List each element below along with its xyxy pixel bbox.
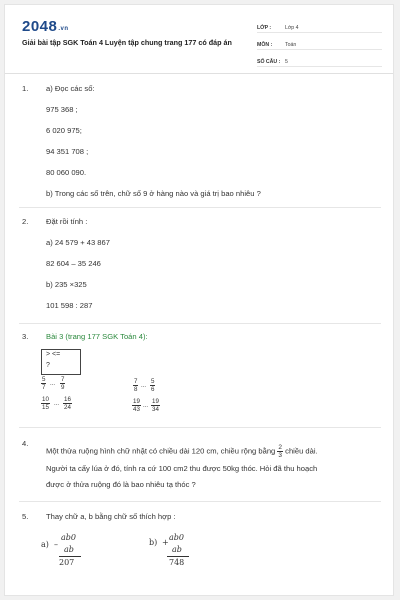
meta-info [257,21,382,72]
question-number: 4. [22,439,29,448]
numerator: 16 [64,396,71,403]
meta-row-count [257,55,382,67]
denominator: 24 [64,404,71,411]
divider [19,207,381,208]
numerator: 7 [134,378,138,385]
q2-line: a) 24 579 + 43 867 [46,238,110,247]
q4-line-3: được ở thửa ruộng đó là bao nhiêu tạ thóc ? [46,480,196,489]
q2-line: 101 598 : 287 [46,301,93,310]
fraction [133,378,138,393]
meta-key: MÔN : [257,42,273,48]
meta-key: LỚP : [257,25,272,31]
question-mark: ? [46,362,50,369]
q1-number: 80 060 090. [46,168,87,177]
denominator: 9 [61,384,65,391]
q4-line-1 [46,444,318,459]
fraction [60,376,65,391]
two-thirds-fraction [277,444,283,459]
document-page [4,4,394,596]
meta-value: Lớp 4 [285,25,299,31]
comparison-signs: > <= [46,351,61,358]
numerator: 2 [278,444,283,451]
q1-number: 94 351 708 ; [46,147,89,156]
q1-part-b: b) Trong các số trên, chữ số 9 ở hàng nào và giá trị bao nhiêu ? [46,189,261,198]
fraction [41,396,50,411]
fraction [151,398,160,413]
plus-sign: + [162,538,169,547]
q2-line: 82 604 – 35 246 [46,259,101,268]
top-operand: ab0 [61,533,76,542]
result: 207 [59,558,75,567]
fraction [132,398,141,413]
fraction [41,376,46,391]
blank-dots: ... [50,381,56,387]
fraction [63,396,72,411]
denominator: 43 [133,406,140,413]
numerator: 7 [61,376,65,383]
blank-dots: ... [54,401,60,407]
bottom-operand: ab [172,545,182,554]
q2-title: Đặt rồi tính : [46,217,88,226]
part-label: a) [41,540,49,549]
denominator: 15 [42,404,49,411]
denominator: 3 [278,452,283,459]
meta-value: 5 [285,59,288,65]
numerator: 19 [152,398,159,405]
meta-row-grade [257,21,382,33]
question-number: 1. [22,84,29,93]
numerator: 19 [133,398,140,405]
numerator: 5 [151,378,155,385]
q3-title: Bài 3 (trang 177 SGK Toán 4): [46,332,148,341]
question-number: 2. [22,217,29,226]
fraction [150,378,155,393]
q1-number: 975 368 ; [46,105,78,114]
denominator: 34 [152,406,159,413]
part-label: b) [149,538,158,547]
site-logo[interactable] [22,18,69,35]
divider [19,501,381,502]
blank-dots: ... [141,383,147,389]
document-title: Giải bài tập SGK Toán 4 Luyện tập chung trang 177 có đáp án [22,38,232,47]
divider [19,323,381,324]
meta-key: SỐ CÂU : [257,59,281,65]
question-number: 3. [22,332,29,341]
logo-text: 2048 [22,18,58,35]
q5-title: Thay chữ a, b bằng chữ số thích hợp : [46,512,176,521]
q4-line-1b: chiều dài. [285,446,318,456]
minus-sign: – [54,540,58,549]
divider [19,427,381,428]
q4-line-1a: Một thửa ruộng hình chữ nhật có chiều dài 120 cm, chiều rộng bằng [46,446,276,456]
denominator: 6 [151,386,155,393]
meta-row-subject [257,38,382,50]
q1-number: 6 020 975; [46,126,82,135]
blank-dots: ... [143,403,149,409]
comparison-signs-box [41,349,81,375]
bottom-operand: ab [64,545,74,554]
numerator: 10 [42,396,49,403]
q4-line-2: Người ta cấy lúa ở đó, tính ra cứ 100 cm2 thu được 50kg thóc. Hỏi đã thu hoạch [46,464,318,473]
logo-suffix: .vn [58,26,69,32]
denominator: 8 [134,386,138,393]
numerator: 5 [42,376,46,383]
result: 748 [169,558,185,567]
header-divider [5,73,393,74]
denominator: 7 [42,384,46,391]
q1-part-a: a) Đọc các số: [46,84,95,93]
question-number: 5. [22,512,29,521]
sum-line [59,556,81,557]
top-operand: ab0 [169,533,184,542]
q2-line: b) 235 ×325 [46,280,87,289]
meta-value: Toán [285,42,297,48]
sum-line [167,556,189,557]
